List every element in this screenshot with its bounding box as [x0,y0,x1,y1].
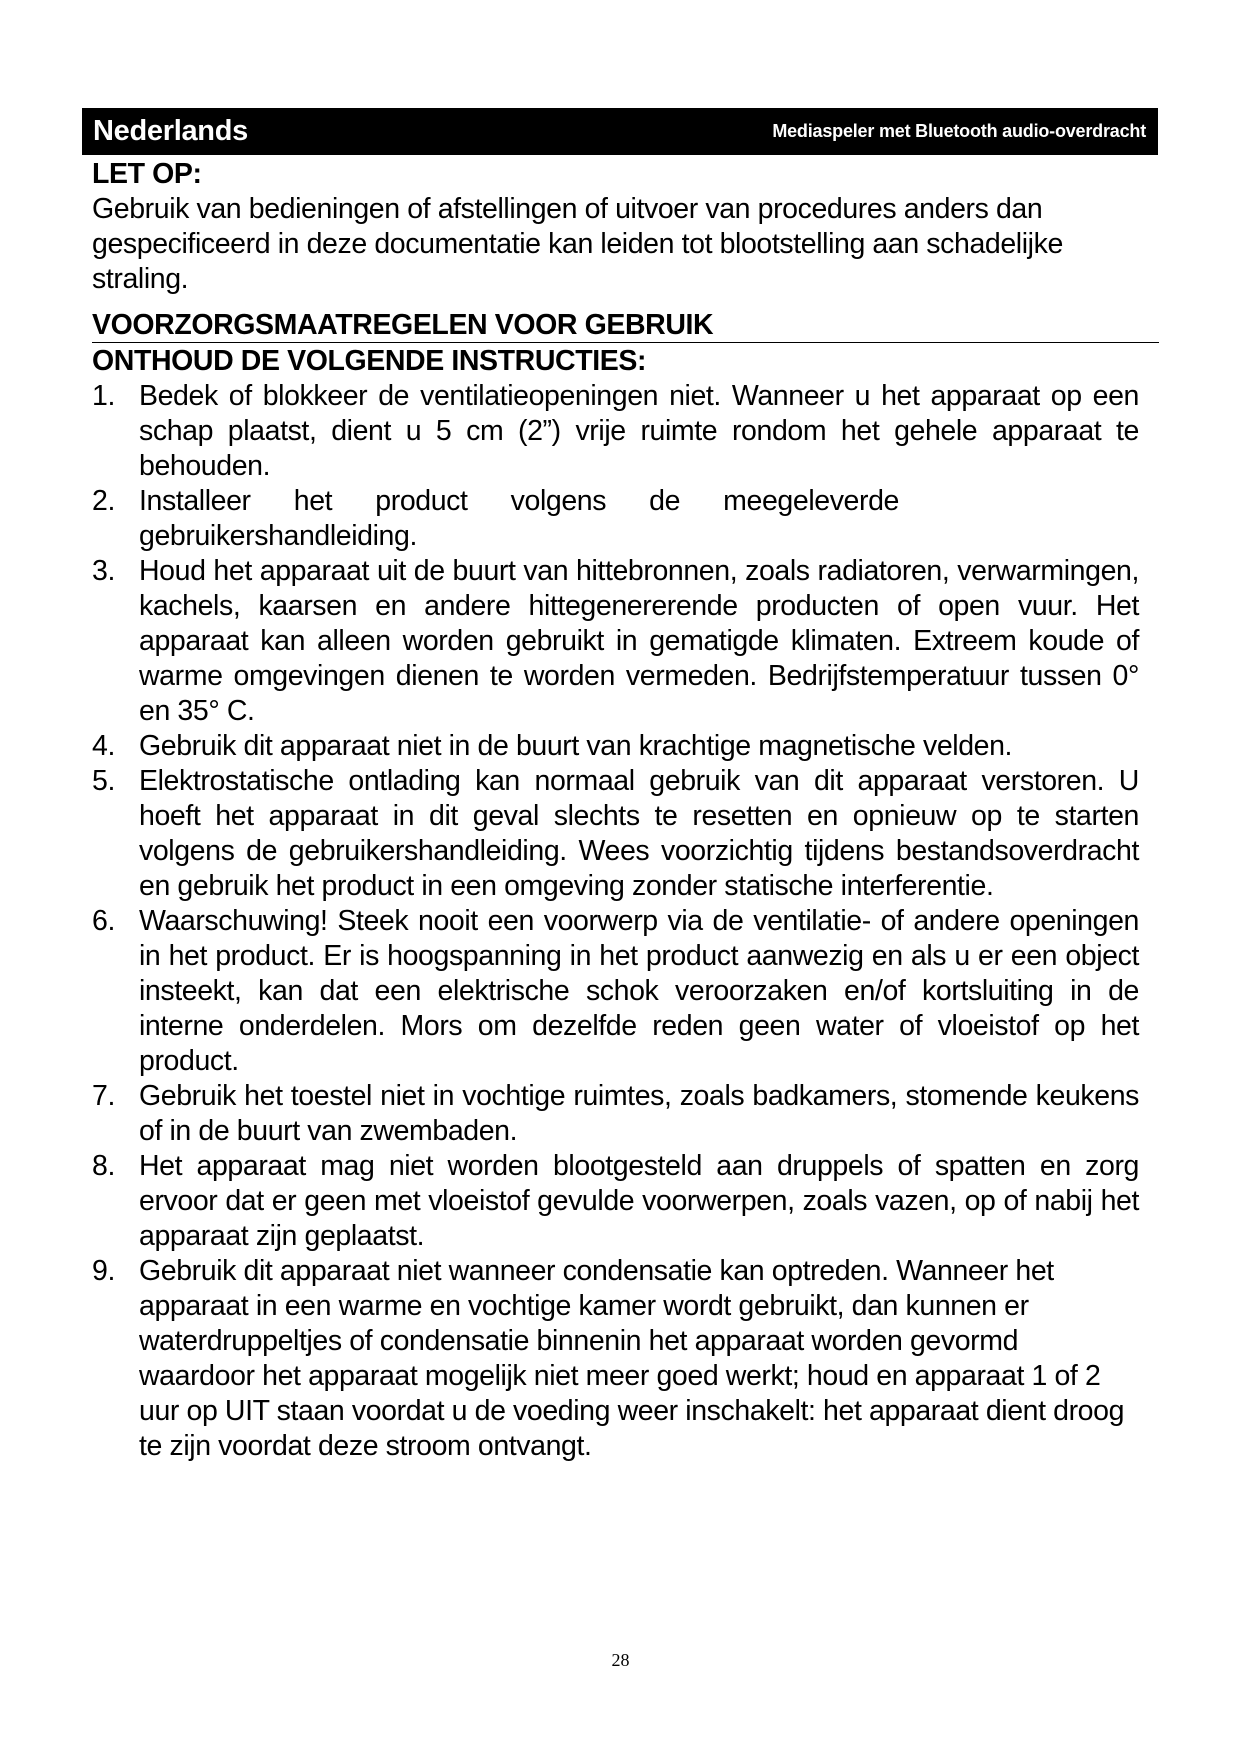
instruction-item [92,379,1139,484]
instruction-text: Bedek of blokkeer de ventilatieopeningen niet. Wanneer u het apparaat op een schap plaatst, dient u 5 cm (2”) vrije ruimte rondom het gehele apparaat te behouden. [139,380,1139,482]
precautions-heading: VOORZORGSMAATREGELEN VOOR GEBRUIK [92,309,1159,343]
instruction-number: 9. [92,1255,115,1287]
instruction-item [92,484,1139,554]
page-header-bar [82,108,1158,155]
instruction-item [92,1079,1139,1149]
instruction-number: 6. [92,905,115,937]
instruction-text: Installeer het product volgens de meegeleverde gebruikershandleiding. [139,485,899,552]
instructions-subheading: ONTHOUD DE VOLGENDE INSTRUCTIES: [92,345,647,377]
instruction-text: Waarschuwing! Steek nooit een voorwerp via de ventilatie- of andere openingen in het product. Er is hoogspanning in het product aanwezig en als u er een object insteekt, kan dat een elektrische schok veroorzaken en/of kortsluiting in de interne onderdelen. Mors om dezelfde reden geen water of vloeistof op het product. [139,905,1139,1077]
page-content [92,157,1152,1464]
instruction-item [92,729,1139,764]
instruction-text: Het apparaat mag niet worden blootgesteld aan druppels of spatten en zorg ervoor dat er geen met vloeistof gevulde voorwerpen, zoals vazen, op of nabij het apparaat zijn geplaatst. [139,1150,1139,1252]
instruction-text: Houd het apparaat uit de buurt van hittebronnen, zoals radiatoren, verwarmingen, kachels, kaarsen en andere hittegenererende producten of open vuur. Het apparaat kan alleen worden gebruikt in gematigde klimaten. Extreem koude of warme omgevingen dienen te worden vermeden. Bedrijfstemperatuur tussen 0° en 35° C. [139,555,1139,727]
header-language: Nederlands [93,115,248,147]
instruction-item [92,904,1139,1079]
instruction-item [92,764,1139,904]
instruction-number: 4. [92,730,115,762]
instruction-text: Gebruik dit apparaat niet wanneer condensatie kan optreden. Wanneer het apparaat in een warme en vochtige kamer wordt gebruikt, dan kunnen er waterdruppeltjes of condensatie binnenin het apparaat worden gevormd waardoor het apparaat mogelijk niet meer goed werkt; houd en apparaat 1 of 2 uur op UIT staan voordat u de voeding weer inschakelt: het apparaat dient droog te zijn voordat deze stroom ontvangt. [139,1255,1125,1462]
instruction-text: Gebruik het toestel niet in vochtige ruimtes, zoals badkamers, stomende keukens of in de buurt van zwembaden. [139,1080,1139,1147]
instruction-text: Elektrostatische ontlading kan normaal gebruik van dit apparaat verstoren. U hoeft het apparaat in dit geval slechts te resetten en opnieuw op te starten volgens de gebruikershandleiding. Wees voorzichtig tijdens bestandsoverdracht en gebruik het product in een omgeving zonder statische interferentie. [139,765,1139,902]
header-product-title: Mediaspeler met Bluetooth audio-overdracht [772,121,1146,141]
instruction-number: 7. [92,1080,115,1112]
instruction-number: 5. [92,765,115,797]
caution-heading: LET OP: [92,158,202,190]
instruction-item [92,1254,1139,1464]
instruction-list [92,379,1152,1464]
instruction-number: 8. [92,1150,115,1182]
instruction-number: 1. [92,380,115,412]
caution-text: Gebruik van bedieningen of afstellingen of uitvoer van procedures anders dan gespecificeerd in deze documentatie kan leiden tot blootstelling aan schadelijke straling. [92,193,1063,295]
instruction-item [92,554,1139,729]
instruction-number: 3. [92,555,115,587]
instruction-number: 2. [92,485,115,517]
page-number: 28 [611,1650,630,1670]
instruction-text: Gebruik dit apparaat niet in de buurt van krachtige magnetische velden. [139,730,1013,762]
instruction-item [92,1149,1139,1254]
